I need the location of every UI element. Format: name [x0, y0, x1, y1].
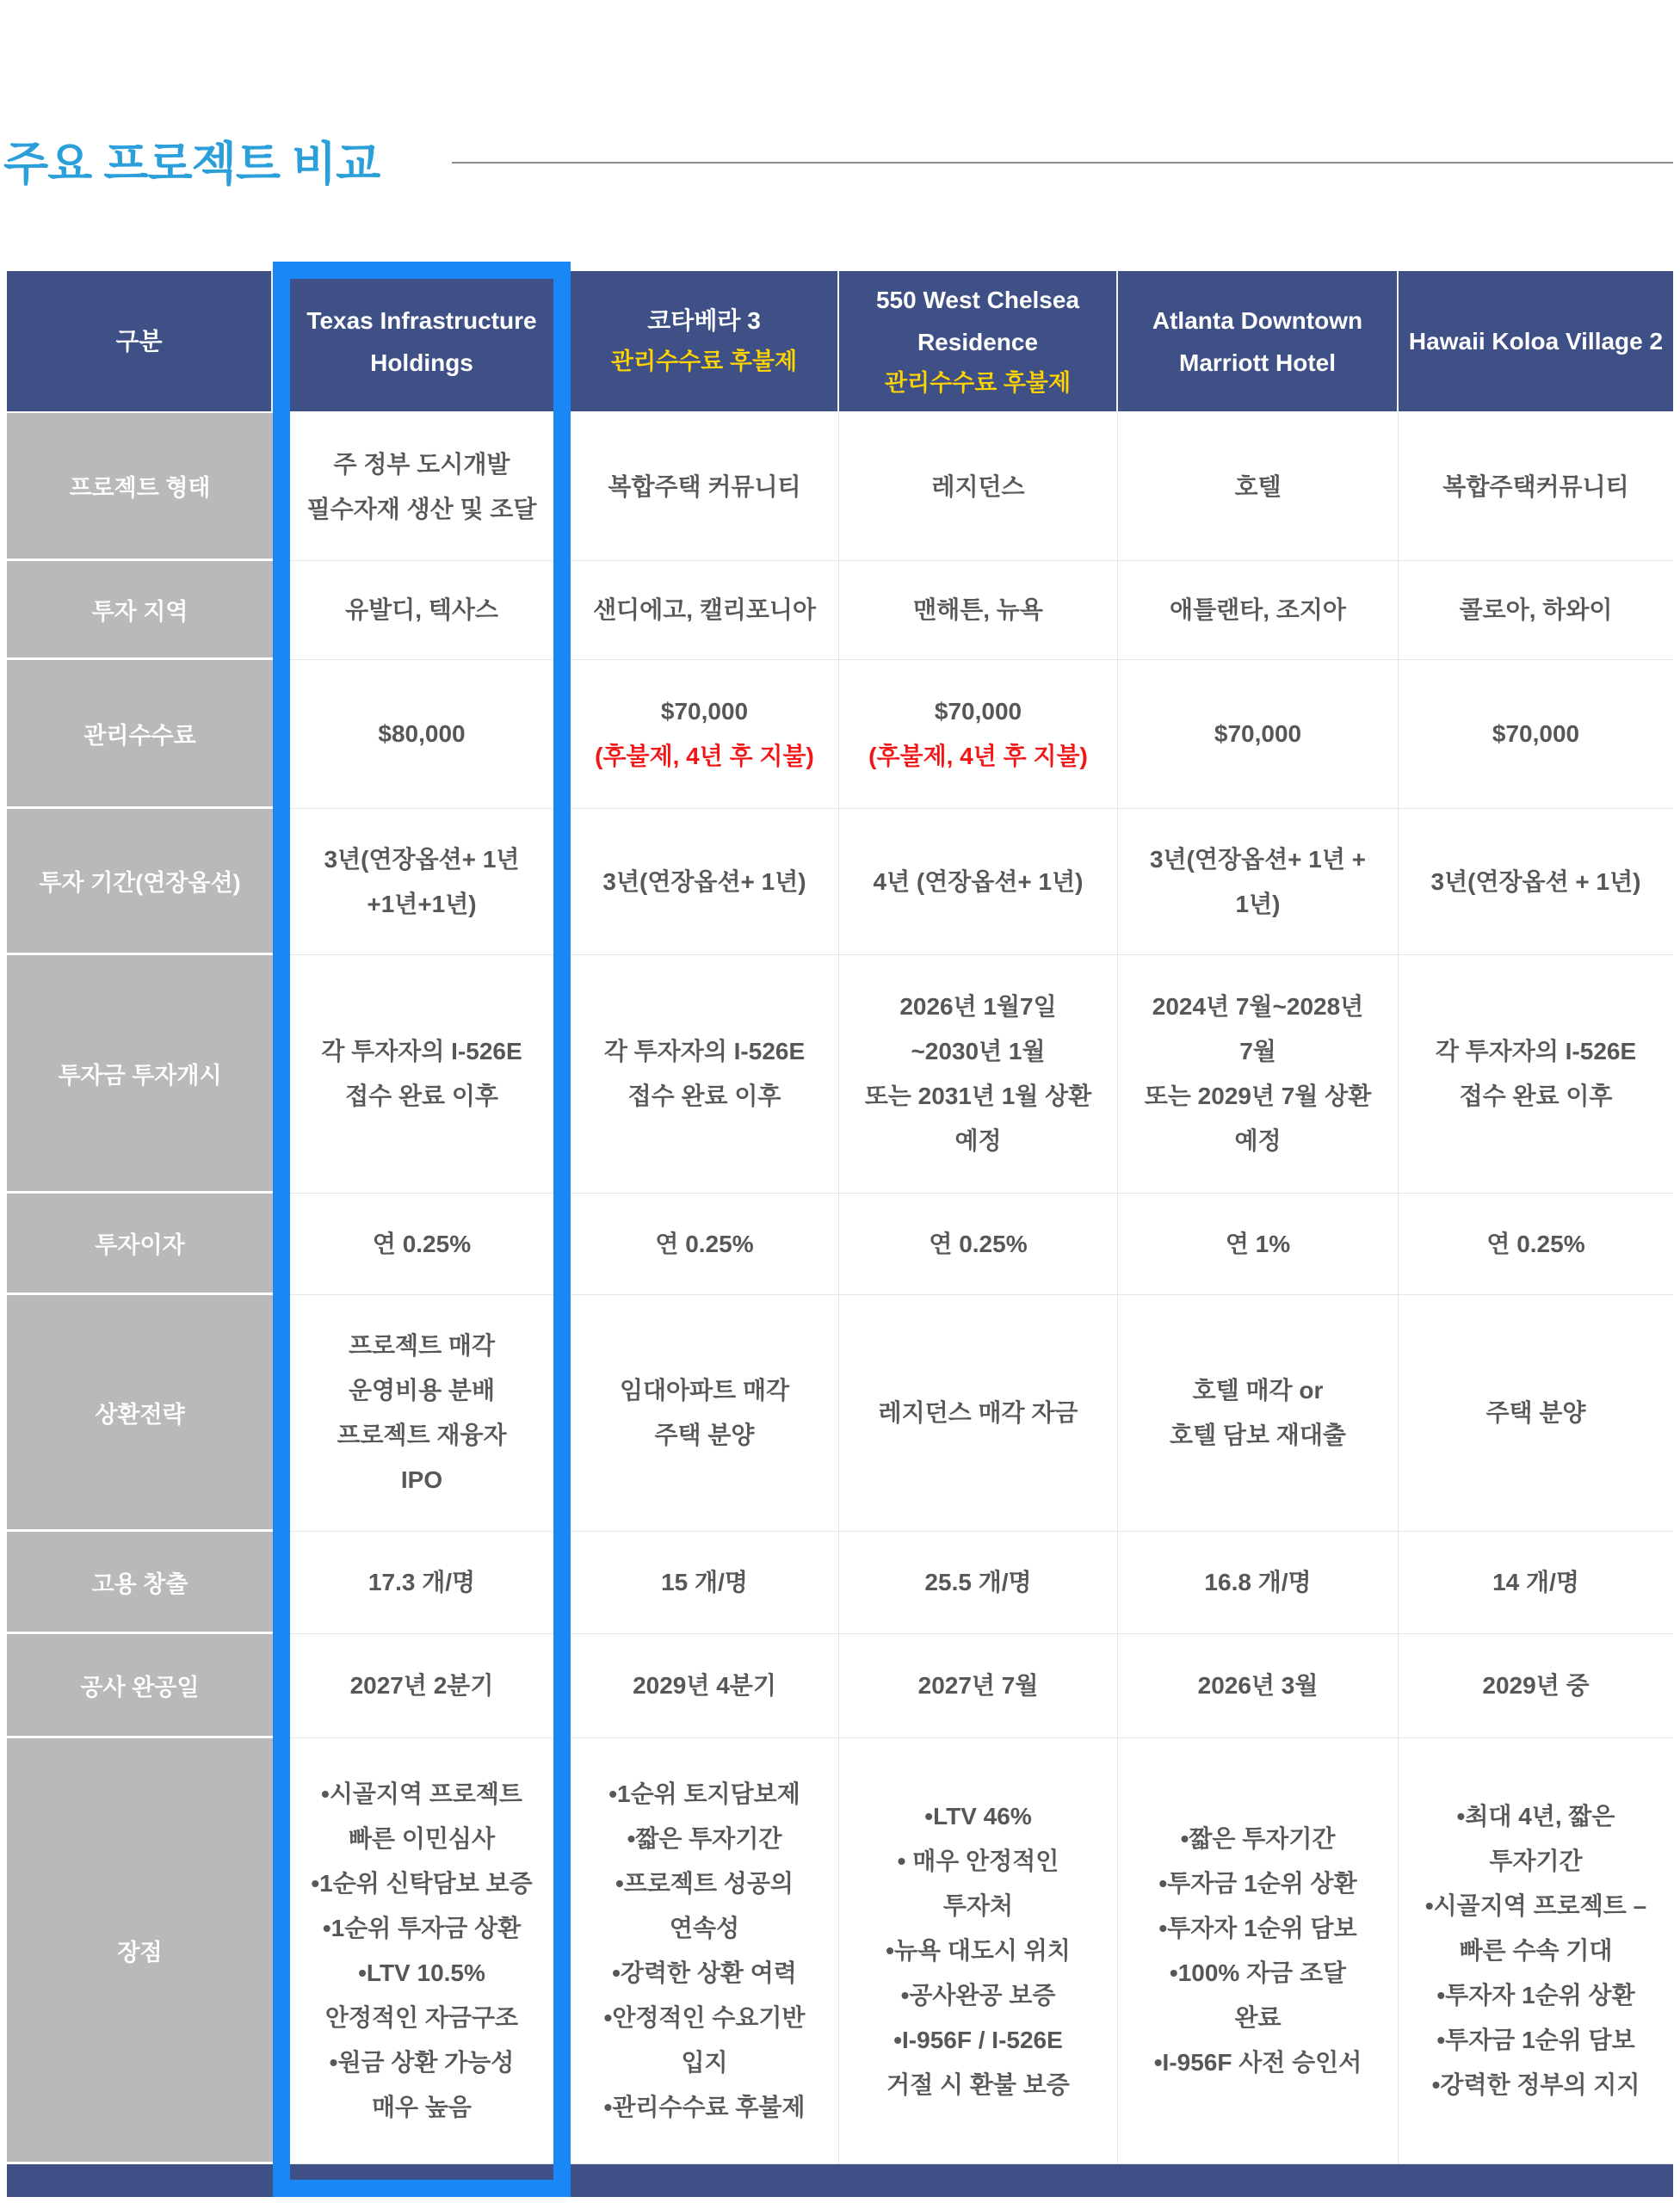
cell-line: 2027년 7월 — [917, 1672, 1039, 1699]
cell-line: •투자자 1순위 상환 — [1436, 1982, 1635, 2009]
cell-line: 15 개/명 — [661, 1569, 748, 1595]
cell-line: 코타베라 3 — [647, 307, 761, 335]
data-cell-r1-c2 — [839, 561, 1118, 660]
data-cell-r7-c0 — [273, 1532, 571, 1634]
data-cell-r2-c4 — [1399, 660, 1673, 809]
cell-line: 2029년 중 — [1482, 1672, 1590, 1699]
cell-line: 호텔 매각 or — [1192, 1377, 1324, 1404]
cell-line: 또는 2029년 7월 상환 — [1144, 1083, 1372, 1109]
row-label-cell — [7, 660, 273, 809]
cell-line: 호텔 담보 재대출 — [1170, 1422, 1346, 1448]
cell-line: 상환전략 — [95, 1401, 185, 1428]
data-cell-r2-c3 — [1118, 660, 1399, 809]
cell-line: 17.3 개/명 — [368, 1569, 476, 1595]
cell-line: 연 0.25% — [929, 1230, 1028, 1257]
cell-line: 투자금 투자개시 — [58, 1062, 222, 1089]
row-label-cell — [7, 1194, 273, 1295]
cell-line: 14 개/명 — [1492, 1569, 1579, 1595]
header-cell-category — [7, 271, 273, 413]
data-cell-r9-c1 — [571, 1738, 839, 2164]
cell-line: 2026년 1월7일 — [899, 993, 1057, 1020]
cell-line: •관리수수료 후불제 — [603, 2094, 806, 2120]
cell-line: 7월 — [1239, 1038, 1276, 1064]
data-cell-r8-c0 — [273, 1634, 571, 1738]
cell-line: 프로젝트 형태 — [69, 475, 211, 501]
cell-line: 투자 지역 — [91, 598, 188, 625]
data-cell-r1-c4 — [1399, 561, 1673, 660]
cell-line: •투자금 1순위 상환 — [1158, 1870, 1357, 1897]
data-cell-r7-c4 — [1399, 1532, 1673, 1634]
data-cell-r1-c1 — [571, 561, 839, 660]
cell-line: •짧은 투자기간 — [1180, 1825, 1336, 1852]
cell-line: 3년(연장옵션 + 1년) — [1430, 867, 1641, 895]
cell-line: •공사완공 보증 — [900, 1982, 1056, 2009]
cell-line: 각 투자자의 I-526E — [1435, 1038, 1637, 1064]
cell-line: •1순위 토지담보제 — [608, 1780, 800, 1807]
comparison-table — [7, 271, 1673, 2197]
cell-line: 예정 — [1234, 1127, 1282, 1154]
data-cell-r6-c2 — [839, 1295, 1118, 1532]
data-cell-r7-c3 — [1118, 1532, 1399, 1634]
row-label-cell — [7, 955, 273, 1194]
data-cell-r7-c1 — [571, 1532, 839, 1634]
cell-line: •1순위 신탁담보 보증 — [311, 1870, 533, 1897]
cell-line: 4년 (연장옵션+ 1년) — [873, 867, 1084, 895]
row-label-cell — [7, 1634, 273, 1738]
cell-line: 투자처 — [942, 1892, 1014, 1919]
cell-line: 관리수수료 후불제 — [884, 369, 1072, 396]
cell-line: 빠른 수속 기대 — [1459, 1937, 1613, 1964]
cell-line: 25.5 개/명 — [924, 1569, 1032, 1595]
cell-line: 연 0.25% — [1486, 1230, 1585, 1257]
data-cell-r6-c1 — [571, 1295, 839, 1532]
cell-line: 샌디에고, 캘리포니아 — [593, 596, 816, 623]
data-cell-r9-c2 — [839, 1738, 1118, 2164]
data-cell-r8-c4 — [1399, 1634, 1673, 1738]
data-cell-r2-c0 — [273, 660, 571, 809]
cell-line: •I-956F / I-526E — [893, 2027, 1063, 2053]
cell-line: 연 0.25% — [372, 1230, 472, 1257]
cell-line: 예정 — [954, 1127, 1002, 1154]
cell-line: 거절 시 환불 보증 — [886, 2071, 1070, 2098]
header-cell-project-0 — [273, 271, 571, 413]
cell-line: $70,000 — [1214, 720, 1302, 747]
header-cell-project-4 — [1399, 271, 1673, 413]
cell-line: •투자금 1순위 담보 — [1436, 2027, 1635, 2053]
data-cell-r9-c3 — [1118, 1738, 1399, 2164]
title-underline-rule — [452, 162, 1673, 164]
bottom-bar — [7, 2164, 1673, 2197]
cell-line: 투자기간 — [1489, 1848, 1583, 1874]
data-cell-r3-c4 — [1399, 809, 1673, 955]
data-cell-r0-c1 — [571, 413, 839, 561]
cell-line: 운영비용 분배 — [348, 1377, 496, 1404]
cell-line: •원금 상환 가능성 — [329, 2049, 515, 2076]
cell-line: 애틀랜타, 조지아 — [1170, 596, 1346, 623]
data-cell-r6-c4 — [1399, 1295, 1673, 1532]
cell-line: •강력한 정부의 지지 — [1431, 2071, 1640, 2098]
data-cell-r8-c1 — [571, 1634, 839, 1738]
cell-line: •투자자 1순위 담보 — [1158, 1915, 1357, 1941]
data-cell-r5-c4 — [1399, 1194, 1673, 1295]
data-cell-r8-c2 — [839, 1634, 1118, 1738]
cell-line: 16.8 개/명 — [1204, 1569, 1312, 1595]
cell-line: •프로젝트 성공의 — [615, 1870, 794, 1897]
cell-line: 임대아파트 매각 — [619, 1377, 790, 1404]
cell-line: 3년(연장옵션+ 1년 + — [1149, 845, 1367, 873]
data-cell-r4-c0 — [273, 955, 571, 1194]
cell-line: 1년) — [1235, 890, 1281, 917]
data-cell-r5-c2 — [839, 1194, 1118, 1295]
data-cell-r3-c2 — [839, 809, 1118, 955]
cell-line: 장점 — [117, 1939, 163, 1965]
cell-line: 관리수수료 — [83, 722, 196, 749]
cell-line: 2027년 2분기 — [349, 1672, 494, 1699]
cell-line: 프로젝트 재융자 — [337, 1422, 507, 1448]
cell-line: Texas Infrastructure — [306, 306, 537, 334]
cell-line: 투자이자 — [95, 1232, 185, 1258]
cell-line: 2024년 7월~2028년 — [1152, 993, 1364, 1020]
data-cell-r0-c4 — [1399, 413, 1673, 561]
cell-line: 유발디, 텍사스 — [345, 596, 498, 623]
cell-line: Hawaii Koloa Village 2 — [1408, 328, 1664, 355]
cell-line: 안정적인 자금구조 — [324, 2004, 519, 2031]
data-cell-r8-c3 — [1118, 1634, 1399, 1738]
data-cell-r1-c0 — [273, 561, 571, 660]
data-cell-r2-c2 — [839, 660, 1118, 809]
data-cell-r7-c2 — [839, 1532, 1118, 1634]
cell-line: ~2030년 1월 — [911, 1038, 1046, 1064]
cell-line: 맨해튼, 뉴욕 — [913, 596, 1043, 623]
cell-line: $70,000 — [660, 698, 749, 725]
cell-line: $80,000 — [378, 720, 466, 747]
data-cell-r1-c3 — [1118, 561, 1399, 660]
cell-line: 주택 분양 — [654, 1422, 755, 1448]
data-cell-r4-c2 — [839, 955, 1118, 1194]
cell-line: 호텔 — [1234, 472, 1282, 500]
cell-line: •100% 자금 조달 — [1169, 1959, 1347, 1986]
cell-line: •1순위 투자금 상환 — [322, 1915, 522, 1941]
row-label-cell — [7, 1532, 273, 1634]
cell-line: 3년(연장옵션+ 1년) — [602, 867, 806, 895]
data-cell-r5-c0 — [273, 1194, 571, 1295]
cell-line: •짧은 투자기간 — [627, 1825, 782, 1852]
row-label-cell — [7, 413, 273, 561]
data-cell-r3-c0 — [273, 809, 571, 955]
cell-line: (후불제, 4년 후 지불) — [595, 743, 814, 769]
data-cell-r6-c3 — [1118, 1295, 1399, 1532]
data-cell-r4-c4 — [1399, 955, 1673, 1194]
cell-line: 빠른 이민심사 — [348, 1825, 496, 1852]
cell-line: •시골지역 프로젝트 — [321, 1780, 522, 1807]
cell-line: •I-956F 사전 승인서 — [1153, 2049, 1362, 2076]
cell-line: 접수 완료 이후 — [345, 1083, 498, 1109]
cell-line: •최대 4년, 짧은 — [1456, 1803, 1615, 1830]
cell-line: 투자 기간(연장옵션) — [39, 870, 241, 896]
cell-line: +1년+1년) — [367, 890, 477, 917]
data-cell-r0-c2 — [839, 413, 1118, 561]
cell-line: Holdings — [370, 349, 473, 376]
cell-line: 레지던스 매각 자금 — [878, 1399, 1078, 1426]
cell-line: (후불제, 4년 후 지불) — [868, 743, 1088, 769]
cell-line: Atlanta Downtown — [1152, 306, 1363, 334]
header-cell-project-2 — [839, 271, 1118, 413]
cell-line: 550 West Chelsea — [875, 286, 1080, 313]
cell-line: •강력한 상환 여력 — [612, 1959, 797, 1986]
data-cell-r9-c4 — [1399, 1738, 1673, 2164]
cell-line: 연 1% — [1225, 1230, 1291, 1257]
cell-line: 구분 — [115, 328, 163, 355]
cell-line: 필수자재 생산 및 조달 — [306, 495, 537, 522]
data-cell-r4-c1 — [571, 955, 839, 1194]
cell-line: •LTV 46% — [924, 1803, 1032, 1830]
data-cell-r3-c3 — [1118, 809, 1399, 955]
data-cell-r3-c1 — [571, 809, 839, 955]
cell-line: Marriott Hotel — [1179, 349, 1336, 376]
header-cell-project-3 — [1118, 271, 1399, 413]
cell-line: $70,000 — [1492, 720, 1580, 747]
row-label-cell — [7, 1738, 273, 2164]
cell-line: 접수 완료 이후 — [627, 1083, 781, 1109]
data-cell-r2-c1 — [571, 660, 839, 809]
cell-line: 연속성 — [669, 1915, 740, 1941]
data-cell-r4-c3 — [1118, 955, 1399, 1194]
cell-line: 2029년 4분기 — [633, 1672, 776, 1699]
cell-line: 각 투자자의 I-526E — [603, 1038, 806, 1064]
data-cell-r5-c1 — [571, 1194, 839, 1295]
cell-line: 2026년 3월 — [1197, 1672, 1319, 1699]
cell-line: 복합주택커뮤니티 — [1442, 472, 1629, 500]
cell-line: IPO — [400, 1466, 443, 1493]
cell-line: 관리수수료 후불제 — [610, 349, 798, 375]
cell-line: •LTV 10.5% — [358, 1959, 485, 1986]
cell-line: 완료 — [1234, 2004, 1282, 2031]
cell-line: •시골지역 프로젝트 – — [1424, 1892, 1647, 1919]
cell-line: 주택 분양 — [1485, 1399, 1586, 1426]
page-title: 주요 프로젝트 비교 — [3, 139, 380, 190]
cell-line: 고용 창출 — [91, 1570, 188, 1597]
cell-line: •안정적인 수요기반 — [603, 2004, 806, 2031]
data-cell-r5-c3 — [1118, 1194, 1399, 1295]
cell-line: 각 투자자의 I-526E — [321, 1038, 522, 1064]
cell-line: Residence — [917, 328, 1039, 355]
cell-line: • 매우 안정적인 — [897, 1848, 1059, 1874]
cell-line: 매우 높음 — [372, 2094, 472, 2120]
cell-line: 입지 — [681, 2049, 728, 2076]
cell-line: 복합주택 커뮤니티 — [608, 472, 801, 500]
data-cell-r0-c0 — [273, 413, 571, 561]
cell-line: 콜로아, 하와이 — [1459, 596, 1613, 623]
cell-line: 공사 완공일 — [80, 1674, 200, 1700]
row-label-cell — [7, 809, 273, 955]
cell-line: 접수 완료 이후 — [1459, 1083, 1613, 1109]
cell-line: 프로젝트 매각 — [348, 1332, 496, 1359]
cell-line: 연 0.25% — [655, 1230, 754, 1257]
header-cell-project-1 — [571, 271, 839, 413]
cell-line: 3년(연장옵션+ 1년 — [324, 845, 520, 873]
row-label-cell — [7, 561, 273, 660]
cell-line: •뉴욕 대도시 위치 — [886, 1937, 1071, 1964]
cell-line: 또는 2031년 1월 상환 — [864, 1083, 1092, 1109]
row-label-cell — [7, 1295, 273, 1532]
cell-line: 레지던스 — [931, 472, 1025, 500]
data-cell-r6-c0 — [273, 1295, 571, 1532]
cell-line: $70,000 — [934, 698, 1022, 725]
cell-line: 주 정부 도시개발 — [333, 450, 510, 478]
data-cell-r0-c3 — [1118, 413, 1399, 561]
data-cell-r9-c0 — [273, 1738, 571, 2164]
